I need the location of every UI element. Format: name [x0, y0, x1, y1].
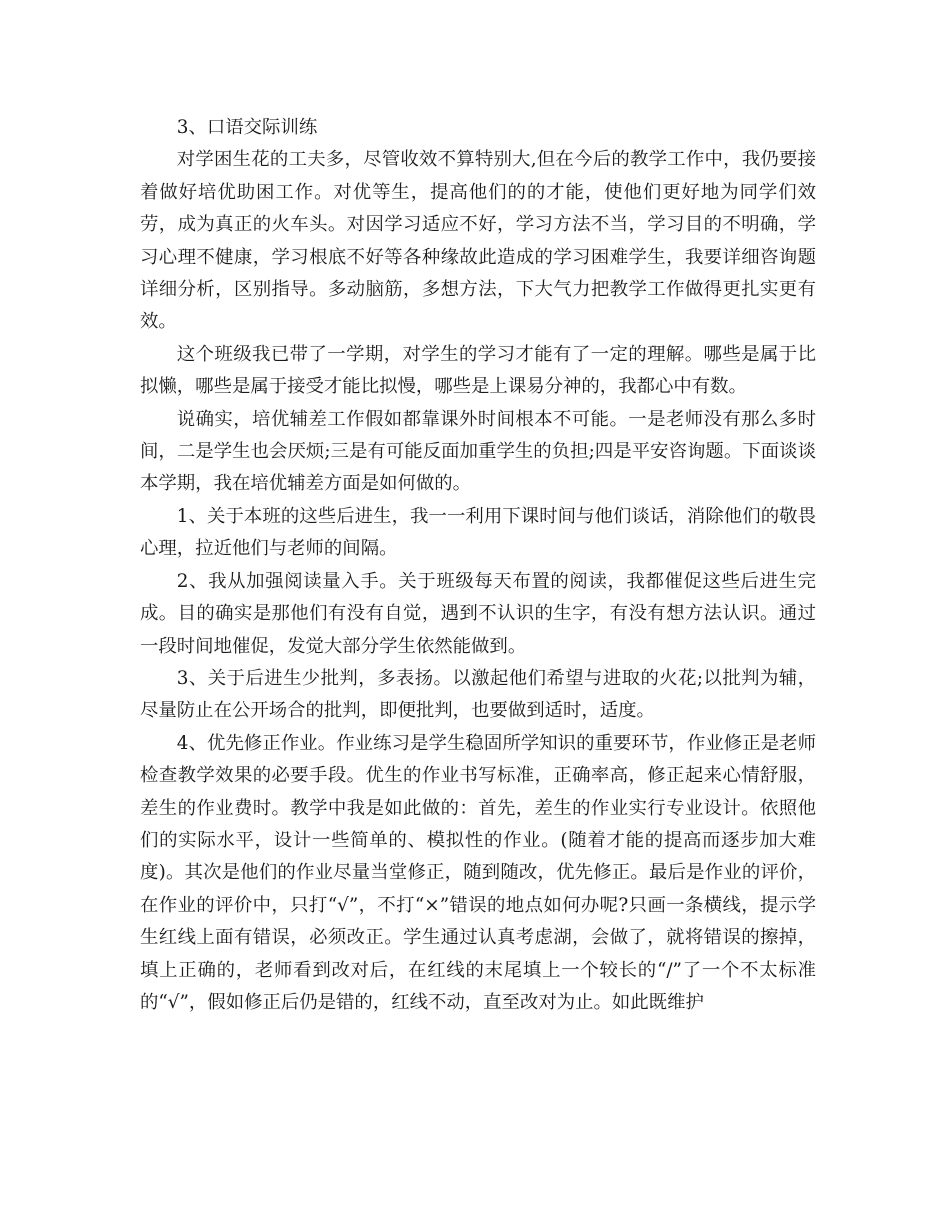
document-body	[140, 112, 816, 1019]
paragraph-4: 1、关于本班的这些后进生，我一一利用下课时间与他们谈话，消除他们的敬畏心理，拉近他们与老师的间隔。	[140, 505, 816, 560]
paragraph-2: 这个班级我已带了一学期，对学生的学习才能有了一定的理解。哪些是属于比拟懒，哪些是属于接受才能比拟慢，哪些是上课易分神的，我都心中有数。	[140, 343, 816, 398]
paragraph-7: 4、优先修正作业。作业练习是学生稳固所学知识的重要环节，作业修正是老师检查教学效果的必要手段。优生的作业书写标准，正确率高，修正起来心情舒服，差生的作业费时。教学中我是如此做的：首先，差生的作业实行专业设计。依照他们的实际水平，设计一些简单的、模拟性的作业。(随着才能的提高而逐步加大难度)。其次是他们的作业尽量当堂修正，随到随改，优先修正。最后是作业的评价，在作业的评价中，只打“√”，不打“×”错误的地点如何办呢?只画一条横线，提示学生红线上面有错误，必须改正。学生通过认真考虑湖，会做了，就将错误的擦掉，填上正确的，老师看到改对后，在红线的末尾填上一个较长的“/”了一个不太标准的“√”，假如修正后仍是错的，红线不动，直至改对为止。如此既维护	[140, 732, 816, 1013]
paragraph-5: 2、我从加强阅读量入手。关于班级每天布置的阅读，我都催促这些后进生完成。目的确实是那他们有没有自觉，遇到不认识的生字，有没有想方法认识。通过一段时间地催促，发觉大部分学生依然能做到。	[140, 570, 816, 657]
paragraph-3: 说确实，培优辅差工作假如都靠课外时间根本不可能。一是老师没有那么多时间，二是学生也会厌烦;三是有可能反面加重学生的负担;四是平安咨询题。下面谈谈本学期，我在培优辅差方面是如何做的。	[140, 408, 816, 495]
section-heading: 3、口语交际训练	[176, 117, 318, 138]
paragraph-6: 3、关于后进生少批判，多表扬。以激起他们希望与进取的火花;以批判为辅，尽量防止在公开场合的批判，即便批判，也要做到适时，适度。	[140, 667, 816, 722]
paragraph-1: 对学困生花的工夫多，尽管收效不算特别大,但在今后的教学工作中，我仍要接着做好培优助困工作。对优等生，提高他们的的才能，使他们更好地为同学们效劳，成为真正的火车头。对因学习适应不好，学习方法不当，学习目的不明确，学习心理不健康，学习根底不好等各种缘故此造成的学习困难学生，我要详细咨询题详细分析，区别指导。多动脑筋，多想方法，下大气力把教学工作做得更扎实更有效。	[140, 149, 816, 333]
